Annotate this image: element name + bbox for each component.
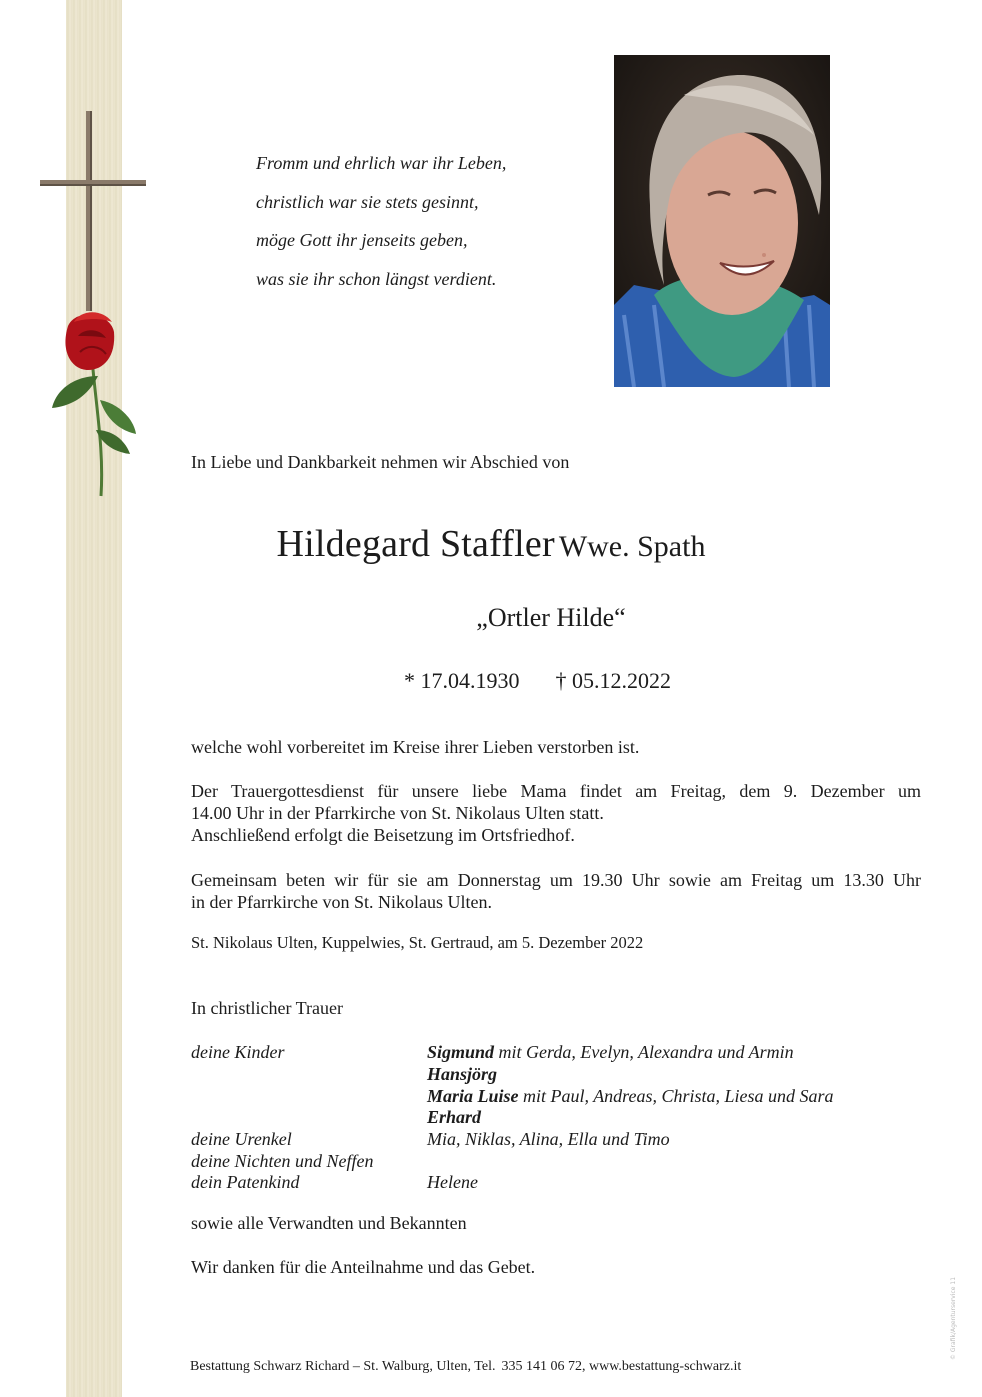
relation-label-great-grandchildren: deine Urenkel [191, 1129, 292, 1149]
intro-line: In Liebe und Dankbarkeit nehmen wir Abschied von [191, 452, 570, 472]
mourner-entry [427, 1106, 481, 1128]
mourner-entry [427, 1041, 794, 1063]
place-and-date: St. Nikolaus Ulten, Kuppelwies, St. Gertraud, am 5. Dezember 2022 [191, 933, 644, 952]
mourner-entry [427, 1063, 497, 1085]
relation-label-children: deine Kinder [191, 1042, 285, 1062]
cross-and-rose-decoration [30, 108, 150, 508]
verse-line: Fromm und ehrlich war ihr Leben, [256, 153, 507, 173]
portrait-photo [614, 55, 830, 387]
website-link[interactable]: www.bestattung-schwarz.it [588, 1359, 742, 1374]
thanks-line: Wir danken für die Anteilnahme und das Gebet. [191, 1257, 536, 1277]
text-line: 14.00 Uhr in der Pfarrkirche von St. Nikolaus Ulten statt. [191, 803, 604, 823]
deceased-name [0, 522, 982, 566]
text-line: in der Pfarrkirche von St. Nikolaus Ulten. [191, 892, 492, 912]
mourner-name: Erhard [427, 1107, 482, 1127]
mourner-family: mit Gerda, Evelyn, Alexandra und Armin [494, 1042, 794, 1062]
prayer-info [191, 869, 921, 913]
funeral-service-info [191, 780, 921, 846]
death-date: † 05.12.2022 [555, 668, 671, 693]
verse-line: möge Gott ihr jenseits geben, [256, 230, 468, 250]
mourning-intro: In christlicher Trauer [191, 998, 343, 1018]
rose-icon [52, 312, 136, 496]
text-line: Anschließend erfolgt die Beisetzung im Ortsfriedhof. [191, 825, 575, 845]
mourner-name: Sigmund [427, 1042, 495, 1062]
phone-number: 335 141 06 72, [501, 1359, 586, 1374]
relatives-line: sowie alle Verwandten und Bekannten [191, 1213, 467, 1233]
text-line: Der Trauergottesdienst für unsere liebe Mama findet am Freitag, dem 9. Dezember um [191, 781, 921, 801]
mourner-entry [427, 1085, 834, 1107]
verse-line: christlich war sie stets gesinnt, [256, 191, 479, 212]
cross-icon [40, 111, 146, 311]
deceased-full-name: Hildegard Staffler [276, 523, 555, 565]
passing-note: welche wohl vorbereitet im Kreise ihrer Lieben verstorben ist. [191, 737, 640, 757]
godchild-name: Helene [427, 1172, 478, 1192]
relation-label-godchild: dein Patenkind [191, 1172, 300, 1192]
mourner-name: Maria Luise [427, 1086, 519, 1106]
mourner-family: mit Paul, Andreas, Christa, Liesa und Sara [518, 1086, 834, 1106]
great-grandchildren-names: Mia, Niklas, Alina, Ella und Timo [427, 1129, 670, 1149]
deceased-nickname: „Ortler Hilde“ [476, 603, 626, 632]
verse-line: was sie ihr schon längst verdient. [256, 268, 497, 289]
widow-name: Wwe. Spath [558, 530, 706, 563]
footer [190, 1359, 741, 1375]
mourner-name: Hansjörg [427, 1064, 498, 1084]
print-code: © Grafik/Agenturservice 11 [950, 1276, 957, 1360]
text-line: Gemeinsam beten wir für sie am Donnerstag um 19.30 Uhr sowie am Freitag um 13.30 Uhr [191, 870, 921, 890]
memorial-verse [256, 144, 506, 298]
life-dates [404, 668, 671, 694]
birth-date: * 17.04.1930 [404, 668, 520, 693]
funeral-home: Bestattung Schwarz Richard – St. Walburg, Ulten, Tel. [190, 1359, 496, 1374]
relation-label-nieces-nephews: deine Nichten und Neffen [191, 1151, 374, 1171]
